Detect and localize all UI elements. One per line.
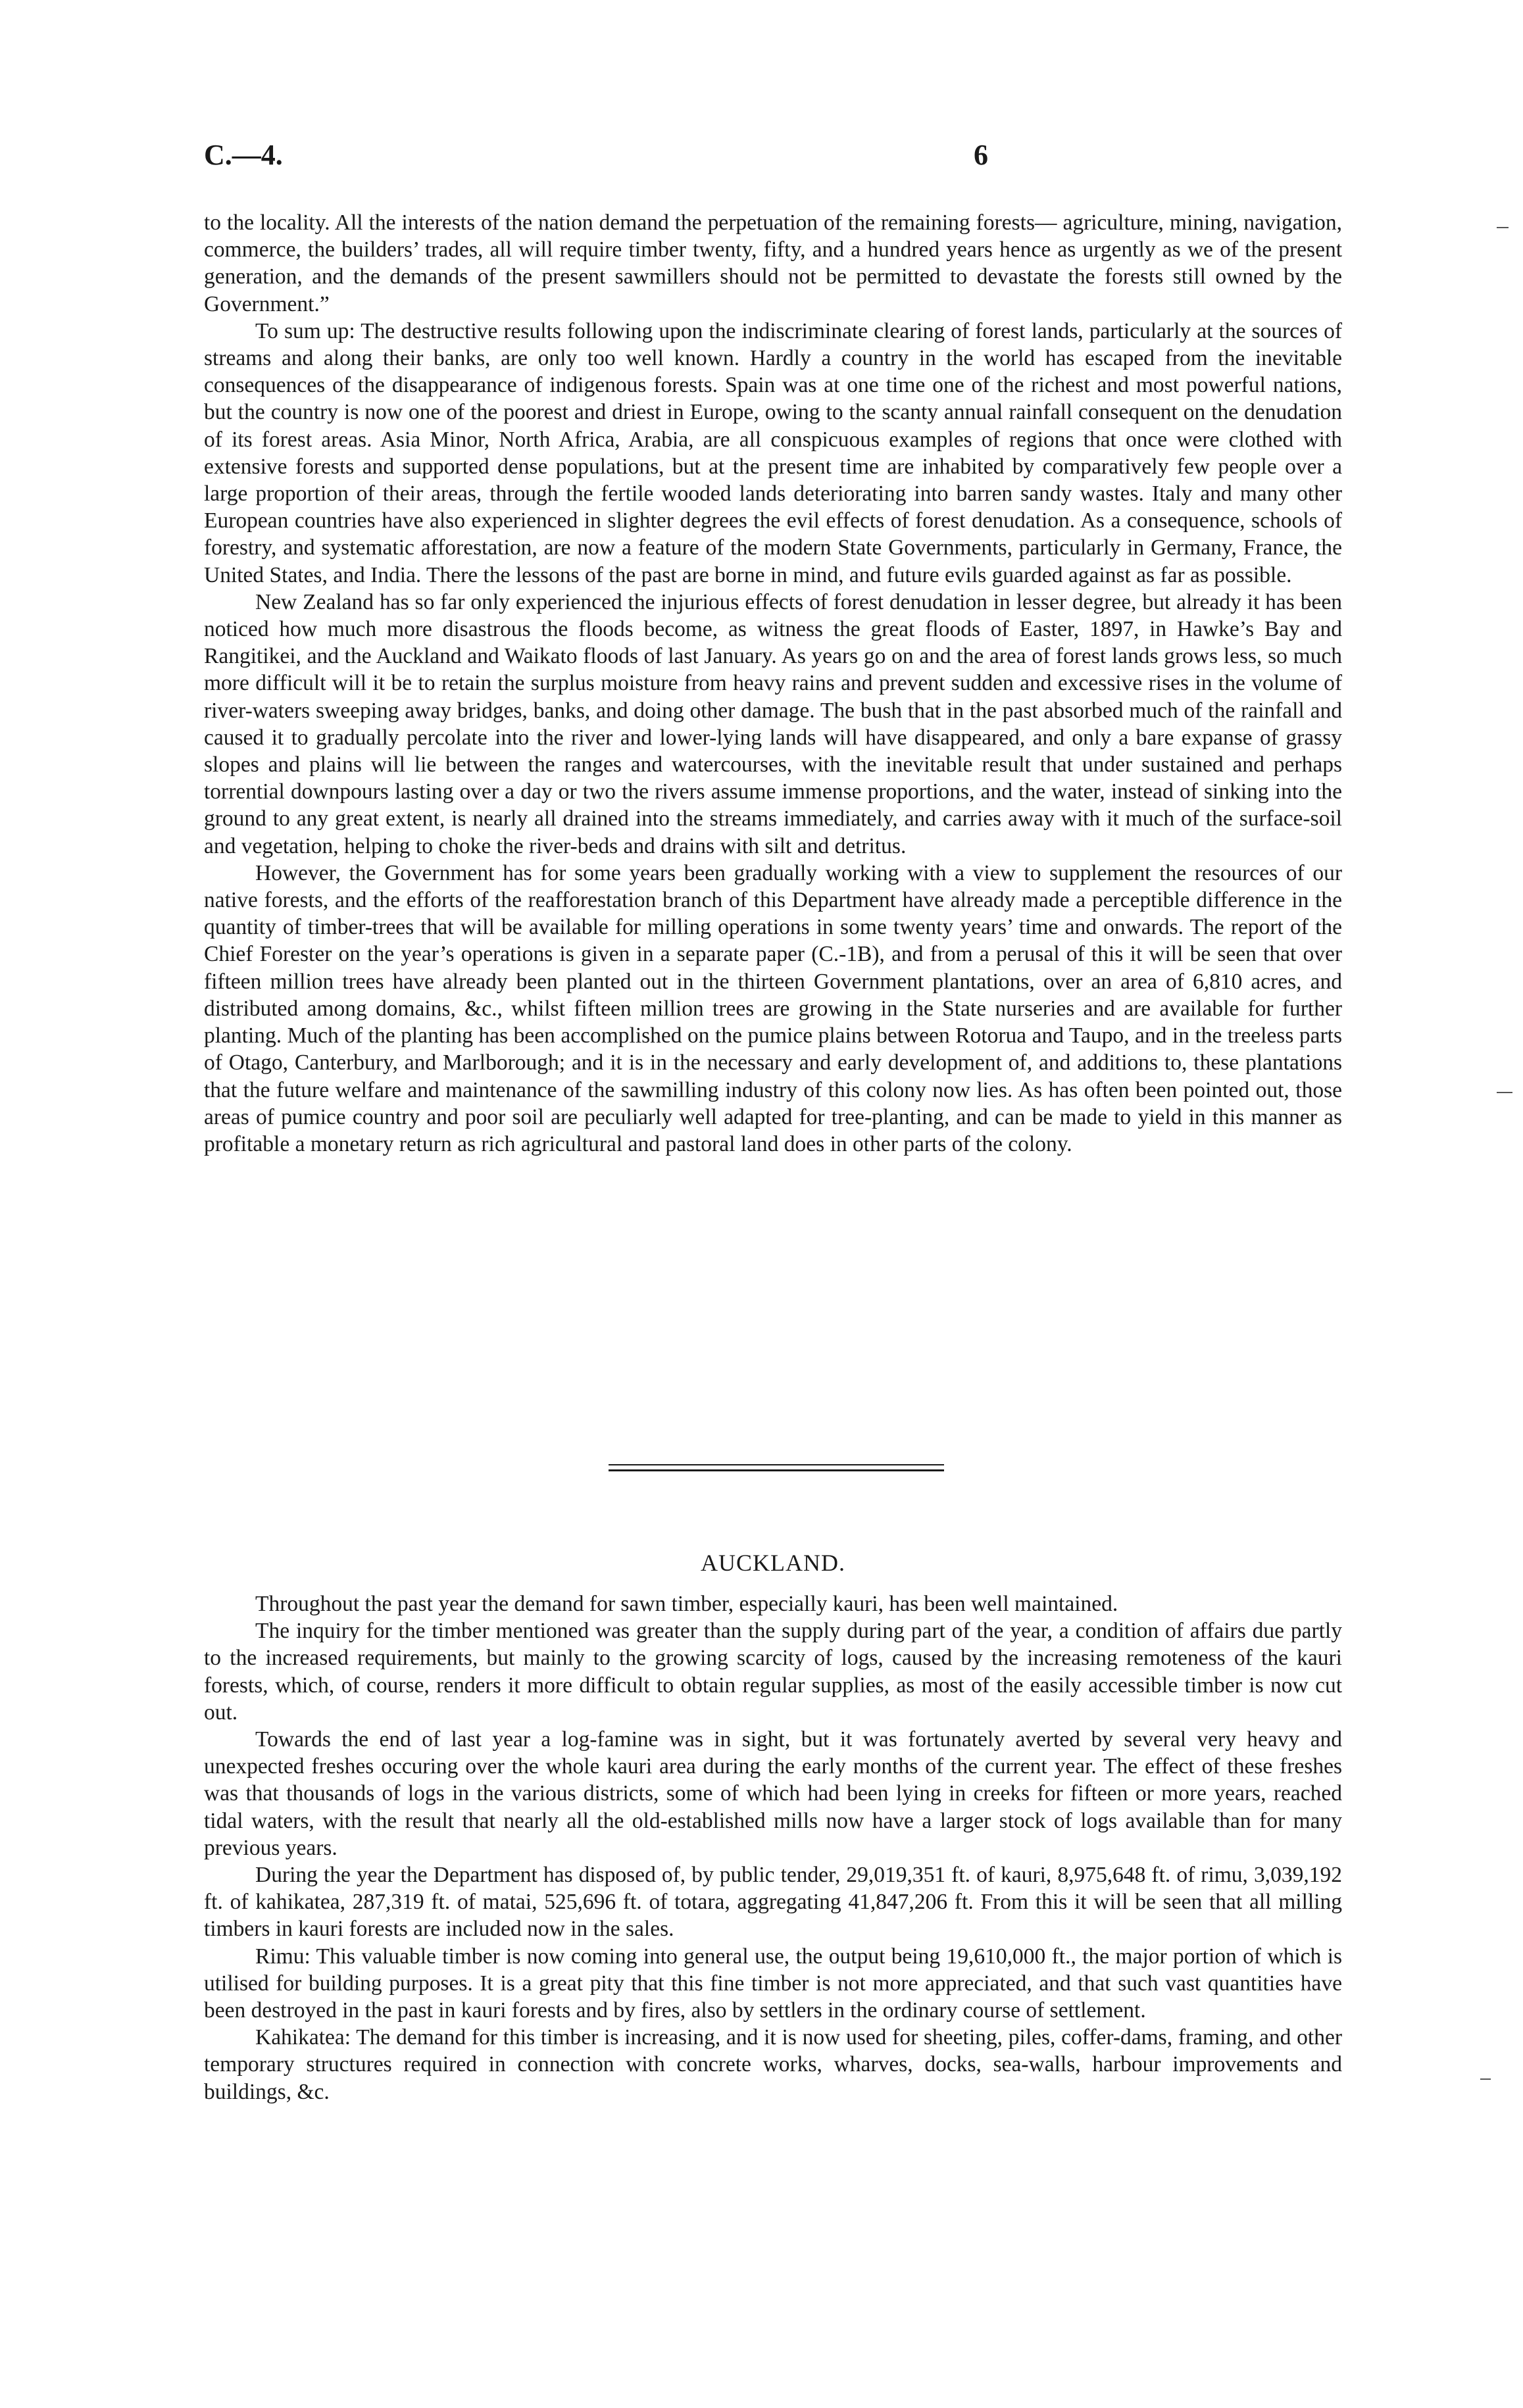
page-number: 6 — [974, 139, 988, 171]
document-reference: C.—4. — [204, 139, 283, 171]
margin-mark — [1497, 1092, 1512, 1093]
paragraph-demand: Throughout the past year the demand for sawn timber, especially kauri, has been well maintained. — [255, 1592, 1118, 1616]
section-heading-auckland: AUCKLAND. — [701, 1550, 845, 1576]
paragraph-inquiry: The inquiry for the timber mentioned was greater than the supply during part of the year, a condition of affairs due partly to the increased requirements, but mainly to the growing scarcity of logs, caused by the increasing remoteness of the kauri forests, which, of course, renders it more difficult to obtain regular supplies, as most of the easily accessible timber is now cut out. — [204, 1619, 1342, 1725]
paragraph-new-zealand: New Zealand has so far only experienced the injurious effects of forest denudation in lesser degree, but already it has been noticed how much more disastrous the floods become, as witness the great floods of Easter, 1897, in Hawke’s Bay and Rangitikei, and the Auckland and Waikato floods of last January. As years go on and the area of forest lands grows less, so much more difficult will it be to retain the surplus moisture from heavy rains and prevent sudden and excessive rises in the volume of river-waters sweeping away bridges, banks, and doing other damage. The bush that in the past absorbed much of the rainfall and caused it to gradually percolate into the river and lower-lying lands will have disappeared, and only a bare expanse of grassy slopes and plains will lie between the ranges and watercourses, with the inevitable result that under sustained and perhaps torrential downpours lasting over a day or two the rivers assume immense proportions, and the water, instead of sinking into the ground to any great extent, is nearly all drained into the streams immediately, and carries away with it much of the surface-soil and vegetation, helping to choke the river-beds and drains with silt and detritus. — [204, 589, 1342, 858]
paragraph-summary: To sum up: The destructive results following upon the indiscriminate clearing of forest lands, particularly at the sources of streams and along their banks, are only too well known. Hardly a country in the world has escaped from the inevitable consequences of the disappearance of indigenous forests. Spain was at one time one of the richest and most powerful nations, but the country is now one of the poorest and driest in Europe, owing to the scanty annual rainfall consequent on the denudation of its forest areas. Asia Minor, North Africa, Arabia, are all conspicuous examples of regions that once were clothed with extensive forests and supported dense populations, but at the present time are inhabited by comparatively few people over a large proportion of their areas, through the fertile wooded lands deteriorating into barren sandy wastes. Italy and many other European countries have also experienced in slighter degrees the evil effects of forest denudation. As a consequence, schools of forestry, and systematic afforestation, are now a feature of the modern State Governments, particularly in Germany, France, the United States, and India. There the lessons of the past are borne in mind, and future evils guarded against as far as possible. — [204, 318, 1342, 587]
auckland-body-text — [204, 1590, 1342, 2105]
margin-mark — [1497, 227, 1509, 228]
page-header — [204, 138, 1342, 184]
paragraph-tenders: During the year the Department has disposed of, by public tender, 29,019,351 ft. of kauri, 8,975,648 ft. of rimu, 3,039,192 ft. of kahikatea, 287,319 ft. of matai, 525,696 ft. of totara, aggregating 41,847,206 ft. From this it will be seen that all milling timbers in kauri forests are included now in the sales. — [204, 1863, 1342, 1942]
paragraph-government-reafforestation: However, the Government has for some years been gradually working with a view to supplement the resources of our native forests, and the efforts of the reafforestation branch of this Department have already made a perceptible difference in the quantity of timber-trees that will be available for milling operations in some twenty years’ time and onwards. The report of the Chief Forester on the year’s operations is given in a separate paper (C.-1B), and from a perusal of this it will be seen that over fifteen million trees have already been planted out in the thirteen Government plantations, over an area of 6,810 acres, and distributed among domains, &c., whilst fifteen million trees are growing in the State nurseries and are available for further planting. Much of the planting has been accomplished on the pumice plains between Rotorua and Taupo, and in the treeless parts of Otago, Canterbury, and Marlborough; and it is in the necessary and early development of, and additions to, these plantations that the future welfare and maintenance of the sawmilling industry of this colony now lies. As has often been pointed out, those areas of pumice country and poor soil are peculiarly well adapted for tree-planting, and can be made to yield in this manner as profitable a monetary return as rich agricultural and pastoral land does in other parts of the colony. — [204, 860, 1342, 1156]
divider-line-bottom — [609, 1469, 944, 1471]
paragraph-rimu: Rimu: This valuable timber is now coming into general use, the output being 19,610,000 ft., the major portion of which is utilised for building purposes. It is a great pity that this fine timber is not more appreciated, and that such vast quantities have been destroyed in the past in kauri forests and by fires, also by settlers in the ordinary course of settlement. — [204, 1944, 1342, 2023]
paragraph-continuation: to the locality. All the interests of the nation demand the perpetuation of the remaining forests— agriculture, mining, navigation, commerce, the builders’ trades, all will require timber twenty, fifty, and a hundred years hence as urgently as we of the present generation, and the demands of the present sawmillers should not be permitted to devastate the forests still owned by the Government.” — [204, 210, 1342, 316]
upper-body-text — [204, 209, 1342, 1158]
divider-line-top — [609, 1464, 944, 1465]
section-divider — [609, 1464, 944, 1473]
paragraph-kahikatea: Kahikatea: The demand for this timber is increasing, and it is now used for sheeting, piles, coffer-dams, framing, and other temporary structures required in connection with concrete works, wharves, docks, sea-walls, harbour improvements and buildings, &c. — [204, 2025, 1342, 2104]
margin-mark — [1480, 2078, 1491, 2080]
paragraph-log-famine: Towards the end of last year a log-famine was in sight, but it was fortunately averted by several very heavy and unexpected freshes occuring over the whole kauri area during the early months of the current year. The effect of these freshes was that thousands of logs in the various districts, some of which had been lying in creeks for fifteen or more years, reached tidal waters, with the result that nearly all the old-established mills now have a larger stock of logs available than for many previous years. — [204, 1727, 1342, 1860]
